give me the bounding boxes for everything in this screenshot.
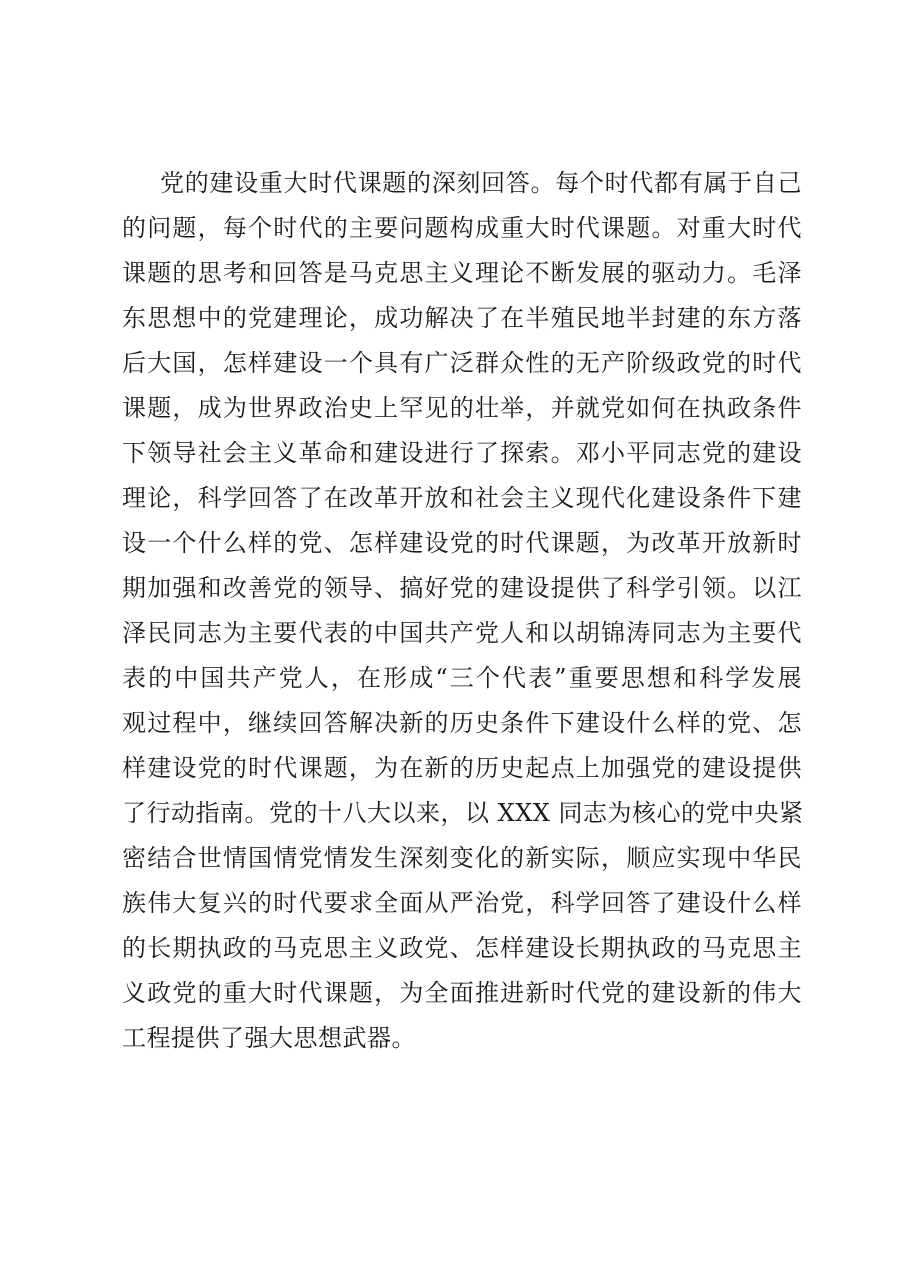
paragraph-line: 党的建设重大时代课题的深刻回答。每个时代都有属于自己 bbox=[160, 169, 802, 197]
paragraph-line: 课题的思考和回答是马克思主义理论不断发展的驱动力。毛泽 bbox=[122, 259, 802, 287]
paragraph-line: 观过程中，继续回答解决新的历史条件下建设什么样的党、怎 bbox=[122, 709, 802, 737]
body-paragraph bbox=[122, 161, 802, 1061]
paragraph-line: 密结合世情国情党情发生深刻变化的新实际，顺应实现中华民 bbox=[122, 844, 802, 872]
paragraph-line: 期加强和改善党的领导、搞好党的建设提供了科学引领。以江 bbox=[122, 574, 802, 602]
paragraph-line: 理论，科学回答了在改革开放和社会主义现代化建设条件下建 bbox=[122, 484, 802, 512]
paragraph-line: 的问题，每个时代的主要问题构成重大时代课题。对重大时代 bbox=[122, 214, 802, 242]
paragraph-line: 工程提供了强大思想武器。 bbox=[122, 1024, 416, 1052]
paragraph-line: 样建设党的时代课题，为在新的历史起点上加强党的建设提供 bbox=[122, 754, 802, 782]
paragraph-line: 的长期执政的马克思主义政党、怎样建设长期执政的马克思主 bbox=[122, 934, 802, 962]
paragraph-line: 下领导社会主义革命和建设进行了探索。邓小平同志党的建设 bbox=[122, 439, 802, 467]
paragraph-line: 表的中国共产党人，在形成“三个代表”重要思想和科学发展 bbox=[122, 664, 802, 692]
paragraph-line: 设一个什么样的党、怎样建设党的时代课题，为改革开放新时 bbox=[122, 529, 802, 557]
paragraph-line: 后大国，怎样建设一个具有广泛群众性的无产阶级政党的时代 bbox=[122, 349, 802, 377]
paragraph-line: 了行动指南。党的十八大以来，以 XXX 同志为核心的党中央紧 bbox=[122, 799, 804, 827]
paragraph-line: 义政党的重大时代课题，为全面推进新时代党的建设新的伟大 bbox=[122, 979, 802, 1007]
paragraph-line: 课题，成为世界政治史上罕见的壮举，并就党如何在执政条件 bbox=[122, 394, 802, 422]
paragraph-line: 泽民同志为主要代表的中国共产党人和以胡锦涛同志为主要代 bbox=[122, 619, 802, 647]
paragraph-line: 族伟大复兴的时代要求全面从严治党，科学回答了建设什么样 bbox=[122, 889, 802, 917]
paragraph-line: 东思想中的党建理论，成功解决了在半殖民地半封建的东方落 bbox=[122, 304, 802, 332]
